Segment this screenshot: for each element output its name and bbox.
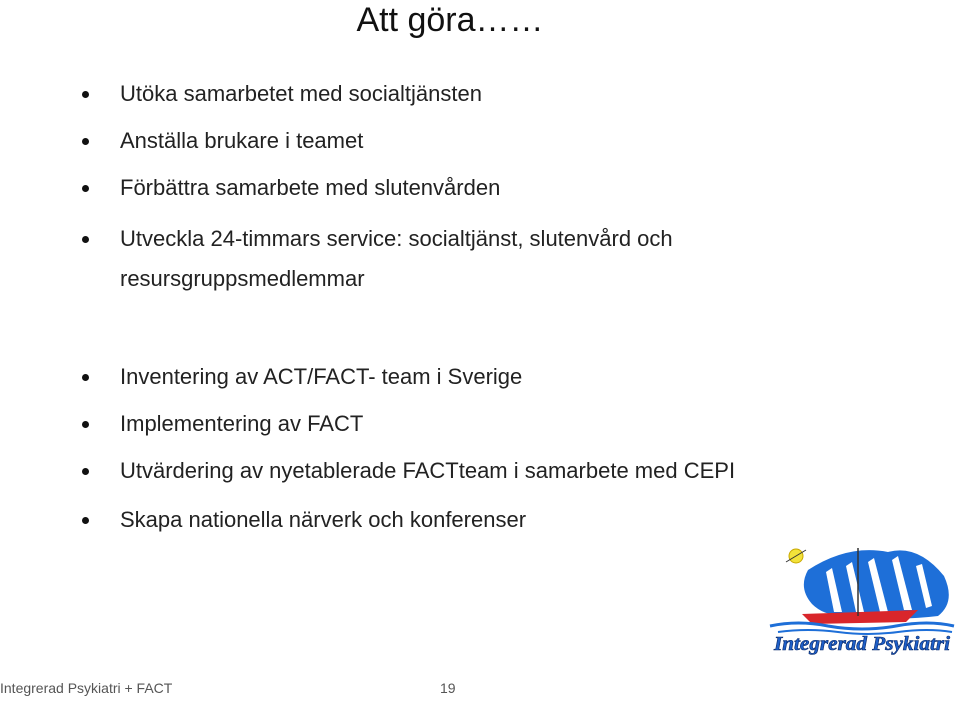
bullet-dot-icon (82, 91, 89, 98)
bullet-text: Skapa nationella närverk och konferenser (120, 507, 527, 532)
bullet-text: Utveckla 24-timmars service: socialtjänst, slutenvård och (120, 226, 673, 251)
bullet-dot-icon (82, 138, 89, 145)
bullet-text: Utöka samarbetet med socialtjänsten (120, 81, 482, 106)
bullet-dot-icon (82, 236, 89, 243)
bullet-text: Utvärdering av nyetablerade FACTteam i samarbete med CEPI (120, 458, 736, 483)
slide-title: Att göra…… (356, 1, 544, 39)
bullet-dot-icon (82, 468, 89, 475)
logo-text: Integrerad Psykiatri (772, 633, 951, 655)
bullet-text: Anställa brukare i teamet (120, 128, 364, 153)
bullet-dot-icon (82, 517, 89, 524)
footer-title: Integrerad Psykiatri + FACT (0, 680, 173, 696)
bullet-text: Implementering av FACT (120, 411, 364, 436)
bullet-text: Inventering av ACT/FACT- team i Sverige (120, 364, 523, 389)
bullet-text: Förbättra samarbete med slutenvården (120, 175, 501, 200)
bullet-dot-icon (82, 185, 89, 192)
page-number: 19 (440, 680, 456, 696)
sailboat-sun-logo (768, 540, 956, 658)
bullet-dot-icon (82, 421, 89, 428)
bullet-dot-icon (82, 374, 89, 381)
bullet-text-continued: resursgruppsmedlemmar (120, 266, 365, 291)
